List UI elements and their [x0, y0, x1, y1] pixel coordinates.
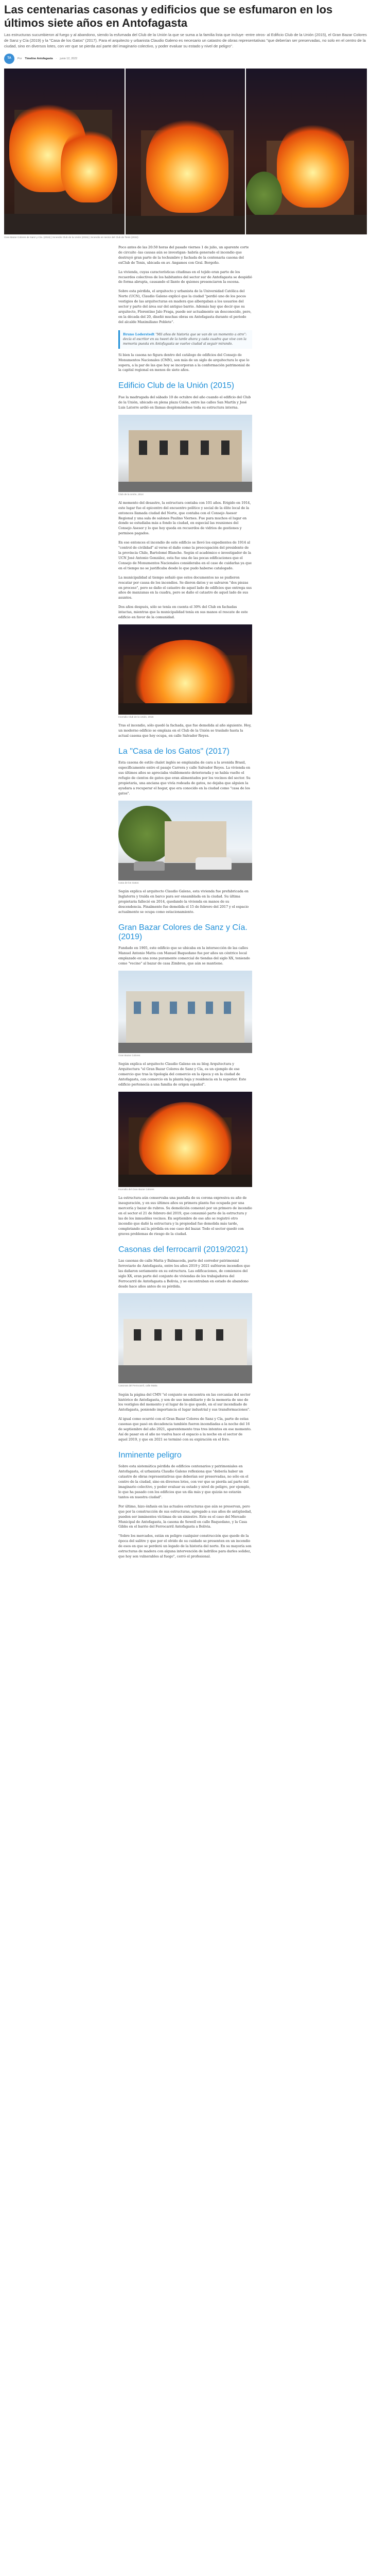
caption-gran-bazar-fire: Incendio del Gran Bazar Colores — [118, 1188, 154, 1191]
hero-photo-club-tenis-fire[interactable] — [246, 69, 367, 234]
article-body — [118, 245, 252, 1560]
club-union-paragraph-5: Dos años después, sólo se tenía en cuenta el 30% del Club en fachadas intactas, mientras que la municipalidad tenía en sus manos el rescate de este edificio en favor de la comunidad. — [118, 605, 248, 620]
author-avatar[interactable]: TA — [4, 54, 14, 64]
peligro-paragraph-2: Por último, hizo énfasis en las actuales estructuras que aún se preservan, pero que por la construcción de sus estructuras, agregado a sus años de antigüedad, pueden ser inminentes víctimas de un siniestro. Este es el caso del Mercado Municipal de Antofagasta, la casona de Sewell en calle Baquedano, y la Casa Gibbs en el barrio del Ferrocarril Antofagasta a Bolivia. — [118, 1504, 252, 1529]
section-heading-inminente-peligro: Inminente peligro — [118, 1450, 182, 1460]
photo-club-union-fire-2015[interactable] — [118, 624, 252, 715]
hero-gallery — [4, 69, 367, 234]
caption-casa-gatos: Casa de los Gatos — [118, 882, 139, 885]
section-heading-club-union: Edificio Club de la Unión (2015) — [118, 381, 235, 391]
ferrocarril-after-paragraph-1: Según la página del CMN "el conjunto se encuentra en las cercanías del sector histórico de Antofagasta, y son de uso inmobiliario y de la memoria de uno de los vestigios del momento y el lugar de lo que quedó, en el sur incendiado de Antofagasta, poniendo importancia el lugar industrial y sus transformaciones". — [118, 1392, 251, 1412]
publish-date: junio 12, 2022 — [60, 57, 78, 60]
intro-paragraph-1: Poco antes de las 20:50 horas del pasado viernes 1 de julio, un aparente corte de circuito -las causas aún se investigan- habría generado el incendio que destruyó gran parte de la techumbre y fachada de la centenaria casona del exClub de Tenis, ubicada en av. Angamos con Gral. Borgoño. — [118, 245, 249, 265]
ferrocarril-paragraph-1: Las casonas de calle Matta y Balmaceda, parte del corredor patrimonial ferroviario de Antofagasta, entre los años 2019 y 2021 sufrieron incendios que las dañaron seriamente en su estructura. Las edificaciones, de comienzos del siglo XX, eran parte del conjunto de viviendas de los trabajadores del Ferrocarril de Antofagasta a Bolivia, y se encontraban en estado de abandono desde hace años antes de su pérdida. — [118, 1258, 250, 1289]
peligro-paragraph-3: "Sobre los mercados, están en peligro cualquier construcción que quede de la época del salitre y que por el olvido de su cuidado se presenten en un incendio de esos en que se perderá un legado de la historia del norte. En su mayoría son estructuras de madera con alguna intervención de ladrillos para darles solidez, que hoy son vulnerables al fuego", cerró el profesional. — [118, 1534, 252, 1559]
embedded-quote — [118, 330, 252, 349]
club-union-paragraph-4: La municipalidad al tiempo señaló que estos documentos no se pudieron rescatar por causa de los incendios. Se dieron datos y se salvaron "dos piezas en proceso", pero se daño el catastro de aquel lado de edificios que entrega sus años de manzanas en la cuadra, pero se daño el catastro de aquel lado de sus asuntos. — [118, 575, 252, 600]
section-heading-casonas-ferrocarril: Casonas del ferrocarril (2019/2021) — [118, 1245, 248, 1254]
club-union-paragraph-3: En ese entonces el incendio de este edificio se llevó los expedientes de 1914 al "control de civilidad" al verse el daño como la preocupación del presidente de la provincia Chile, Bartolomé Blanche. Según el académico e investigador de la UCN José Antonio González, esta fue una de las pocas edificaciones que el Consejo de Monumentos Nacionales consideraba en el caso de cuidarlas ya que en el tiempo no se justificaba desde lo que pudo haberse catalogado. — [118, 540, 252, 570]
hero-caption: Gran Bazar Colores de Sanz y Cía. (2019) | Incendio Club de la Unión (2015) | Incendio en sector del Club de Tenis (2022) — [4, 236, 138, 239]
ferrocarril-after-paragraph-2: Al igual como ocurrió con el Gran Bazar Colores de Sanz y Cía, parte de estas casonas que pasó en decadencia también fueron incendiadas a la noche del 16 de septiembre del año 2021, aparentemente tras tres intentos en ese momento. Así de pasar en el año no vuelva hace el espacio a la noche en el sector de aquel 2019, y que en 2021 se terminó con su expiración en el foro. — [118, 1417, 252, 1442]
separator-dot: · — [56, 57, 57, 60]
club-union-after-paragraph: Tras el incendio, sólo quedó la fachada, que fue demolida al año siguiente. Hoy, un moderno edificio se emplaza en el Club de la Unión se traslado hasta la actual casona que hoy ocupa, en calle Salvador Reyes. — [118, 723, 252, 738]
section-heading-casa-gatos: La "Casa de los Gatos" (2017) — [118, 747, 229, 756]
caption-casonas-ferrocarril: Casonas del Ferrocarril, calle Matta — [118, 1385, 157, 1388]
author-name[interactable]: Timeline Antofagasta — [25, 57, 53, 60]
section-heading-gran-bazar: Gran Bazar Colores de Sanz y Cía. (2019) — [118, 923, 248, 942]
caption-club-union-fire: Incendio Club de la Unión, 2015 — [118, 716, 154, 719]
casa-gatos-paragraph-1: Esta casona de estilo chalet inglés se emplazaba de cara a la avenida Brasil, específicamente entre el pasaje Carrera y calle Salvador Reyes. La vivienda en sus últimos años se apreciaba visiblemente deteriorada y se había vuelto el refugio de cientos de gatos que eran alimentados por los vecinos del sector. Su propietaria, una anciana que vivía rodeada de gatos, no dejaba que alguien la ayudara a recuperar el hogar, que era conocido en la ciudad como "casa de los gatos". — [118, 760, 251, 795]
quote-text: "Mil años de historia que se van de un momento a otro": decía el escritor en su tweet de la tarde — [123, 332, 247, 342]
article-title: Las centenarias casonas y edificios que se esfumaron en los últimos siete años en Antofagasta — [4, 3, 333, 29]
intro-paragraph-4: Si bien la casona no figura dentro del catálogo de edificios del Consejo de Monumentos Nacionales (CMN), son más de un siglo de arquitectura lo que lo supera, a la par de las que hoy se incorporan a la conformación patrimonial de la capital regional en menos de siete años. — [118, 352, 250, 372]
gran-bazar-after-paragraph-2: La estructura aún conservaba una pantalla de su corona expresiva su año de inauguración, y en sus últimos años su primera planta fue ocupada por una mercería y bazar de rubros. Su demolición comenzó por un primero de incendio en el sector el 21 de febrero del 2019, que consumió parte de la estructura y las de los inmuebles vecinos. En septiembre de ese año se registró otro incendio que dañó la estructura y la propiedad fue demolida más tarde, completando así la pérdida en ese caso del bazar. Todo el sector quedó con graves problemas de riesgo de la ciudad. — [118, 1196, 252, 1236]
casa-gatos-after-paragraph: Según explica el arquitecto Claudio Galeno, esta vivienda fue prefabricada en Inglaterra y traída en barco para ser ensamblada en la ciudad. Su última propietaria falleció en 2014, quedando la vivienda en manos de su descendencia. Finalmente fue demolida el 15 de febrero del 2017 y el espacio actualmente se ocupa como estacionamiento. — [118, 889, 249, 914]
hero-photo-club-union-fire[interactable] — [126, 69, 245, 234]
caption-gran-bazar: Gran Bazar Colores — [118, 1055, 140, 1058]
photo-club-union-2014[interactable] — [118, 415, 252, 492]
gran-bazar-after-paragraph: Según explica el arquitecto Claudio Galeno en su blog Arquitectura y Arquitectura "el Gran Bazar Colores de Sanz y Cía, es un ejemplo de ese comercio que tras la tipología del comercio en la época y en la ciudad de Antofagasta, con comercio en la planta baja y residencia en la superior. Este edificio pertenecía a una familia de origen español". — [118, 1062, 246, 1087]
photo-gran-bazar-fire[interactable] — [118, 1092, 252, 1187]
peligro-paragraph-1: Sobre esta sistemática pérdida de edificios centenarios y patrimoniales en Antofagasta, el urbanista Claudio Galeno reflexiona que "debería haber un catastro de obras representativas que deberían ser preservadas, no sólo en el centro de la ciudad, sino en diversos lotes, con ver que se pierda así parte del imaginario colectivo, y poder evaluar su estado y nivel de peligro, por ejemplo, lo que ha pasado con los edificios que un día más y que quizás no estarán tantos en nuestra ciudad". — [118, 1464, 251, 1499]
club-union-paragraph-1: Fue la madrugada del sábado 10 de octubre del año cuando el edificio del Club de la Unión, ubicado en plena plaza Colón, entre las calles San Martín y José Luis Latorre ardió en llamas desplomándose toda su estructura interna. — [118, 395, 251, 410]
caption-club-union-2014: Club de la Unión, 2014 — [118, 493, 144, 496]
byline — [4, 54, 367, 64]
by-label: Por — [17, 57, 22, 60]
article-subtitle: Las estructuras sucumbieron al fuego y al abandono, siendo la esfumada del Club de la Unión la que se suma a la familia lista que incluye -entre otros- al Edificio Club de la Unión (2015), el Gran Bazar Colores de Sanz y Cía (2019) y la "Casa de los Gatos" (2017). Para el arquitecto y urbanista Claudio Galeno es necesario un catastro de obras representativas "que deberían ser preservadas, no solo en el centro de la ciudad, sino en diversos lotes, con ver que se pierda así parte del imaginario colectivo, y poder evaluar su estado y nivel de peligro". — [4, 32, 367, 48]
photo-casonas-ferrocarril[interactable] — [118, 1293, 252, 1383]
photo-casa-gatos[interactable] — [118, 801, 252, 880]
intro-paragraph-3: Sobre esta pérdida, el arquitecto y urbanista de la Universidad Católica del Norte (UCN), Claudio Galeno explicó que la ciudad "perdió uno de los pocos vestigios de las arquitecturas en madera que albergaban a los usuarios del sector y parte del área sur del antiguo barrio. Además hay que decir que su arquitecto, Florentino Jalo Fraga, puede ser actualmente un desconocido, pero, en la década del 20, diseñó muchas obras en Antofagasta durante el periodo del alcalde Maximiliano Poblete". — [118, 289, 252, 324]
hero-photo-gran-bazar-fire[interactable] — [4, 69, 125, 234]
intro-paragraph-2: La vivienda, cuyas características citadinas en el tejido eran parte de los recuerdos colectivos de los habitantes del sector sur de Antofagasta se despidió de forma abrupta, causando el llanto de quienes presenciaron la escena. — [118, 269, 252, 284]
quote-author[interactable]: Bruno Loderstedt — [123, 332, 155, 336]
photo-gran-bazar[interactable] — [118, 971, 252, 1053]
quote-tail: ahora y cada cuadra que vive con la memoria puesta en Antofagasta se vuelve ciudad al seguir mirando. — [123, 337, 246, 346]
club-union-paragraph-2: Al momento del desastre, la estructura contaba con 101 años. Erigido en 1914, este lugar fue el epicentro del encuentro político y social de la élite local de la entonces llamada ciudad del Norte, que contaba con el Consejo Asesor Regional y una sala de salones Paulino Viernes. Fue para muchos el lugar en donde se estudiaba más a fondo la ciudad, en especial las reuniones del Consejo Asesor y lo que hoy queda en recuerdos de vidrios de gestiones y permisos pagados. — [118, 500, 251, 536]
gran-bazar-paragraph-1: Fundado en 1905, este edificio que se ubicaba en la intersección de las calles Manuel Antonio Matta con Manuel Baquedano fue por años un céntrico local emplazado en una zona puramente comercial de tiendas del siglo XX, teniendo como "vecino" al bazar de casa Zimbron, que aún se mantiene. — [118, 946, 250, 966]
